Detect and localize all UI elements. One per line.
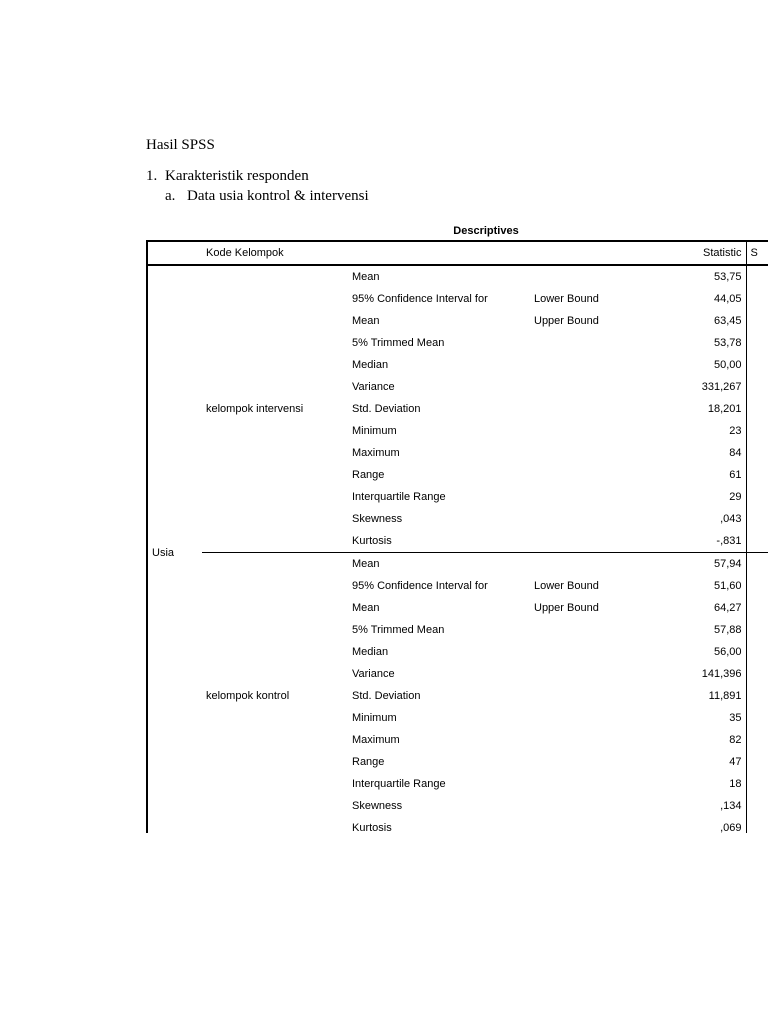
descriptives-table-container bbox=[146, 240, 768, 833]
stat-label: 5% Trimmed Mean bbox=[352, 337, 445, 349]
stat-value: 61 bbox=[670, 464, 746, 486]
group-label: kelompok intervensi bbox=[206, 403, 304, 415]
stat-value: 82 bbox=[670, 729, 746, 751]
std-error-cell bbox=[746, 685, 768, 707]
std-error-cell bbox=[746, 641, 768, 663]
stat-label: Minimum bbox=[352, 425, 397, 437]
stat-value: 51,60 bbox=[670, 575, 746, 597]
ci-label-line2: Mean bbox=[352, 315, 380, 327]
stat-label: Maximum bbox=[352, 734, 400, 746]
std-error-cell bbox=[746, 751, 768, 773]
stat-value: 23 bbox=[670, 420, 746, 442]
std-error-cell bbox=[746, 265, 768, 288]
ci-label bbox=[348, 575, 530, 619]
std-error-cell bbox=[746, 464, 768, 486]
ci-label-line1: 95% Confidence Interval for bbox=[352, 293, 488, 305]
bound-cell bbox=[530, 553, 670, 576]
stat-value: ,134 bbox=[670, 795, 746, 817]
group-label: kelompok kontrol bbox=[202, 553, 348, 834]
stat-label: Range bbox=[352, 469, 385, 481]
std-error-cell bbox=[746, 619, 768, 641]
page-title: Hasil SPSS bbox=[146, 137, 215, 153]
std-error-cell bbox=[746, 420, 768, 442]
stat-label: Kurtosis bbox=[352, 535, 392, 547]
stat-value: 56,00 bbox=[670, 641, 746, 663]
stat-value: 18,201 bbox=[670, 398, 746, 420]
header-statistic: Statistic bbox=[670, 241, 746, 265]
header-std-error: S bbox=[746, 241, 768, 265]
bound-cell bbox=[530, 795, 670, 817]
std-error-cell bbox=[746, 310, 768, 332]
upper-bound-label: Upper Bound bbox=[534, 602, 599, 614]
bound-cell bbox=[530, 486, 670, 508]
stat-value: 11,891 bbox=[670, 685, 746, 707]
stat-label: Variance bbox=[352, 668, 395, 680]
stat-value: 63,45 bbox=[670, 310, 746, 332]
bound-cell bbox=[530, 376, 670, 398]
std-error-cell bbox=[746, 398, 768, 420]
list-item-text: Karakteristik responden bbox=[165, 168, 309, 184]
std-error-cell bbox=[746, 508, 768, 530]
stat-value: -,831 bbox=[670, 530, 746, 553]
bound-cell bbox=[530, 751, 670, 773]
std-error-cell bbox=[746, 663, 768, 685]
bound-cell bbox=[530, 817, 670, 833]
bound-cell bbox=[530, 398, 670, 420]
stat-value: 53,78 bbox=[670, 332, 746, 354]
bound-cell bbox=[530, 354, 670, 376]
header-kode-kelompok: Kode Kelompok bbox=[202, 241, 348, 265]
std-error-cell bbox=[746, 486, 768, 508]
stat-value: 57,94 bbox=[670, 553, 746, 576]
ci-label bbox=[348, 288, 530, 332]
lower-bound-label: Lower Bound bbox=[534, 293, 599, 305]
std-error-cell bbox=[746, 773, 768, 795]
header-blank bbox=[147, 241, 202, 265]
std-error-cell bbox=[746, 376, 768, 398]
stat-label: Minimum bbox=[352, 712, 397, 724]
table-header-row bbox=[147, 241, 768, 265]
std-error-cell bbox=[746, 817, 768, 833]
bound-cell bbox=[530, 773, 670, 795]
sublist-letter: a. bbox=[165, 188, 176, 204]
stat-value: 18 bbox=[670, 773, 746, 795]
stat-label: 5% Trimmed Mean bbox=[352, 624, 445, 636]
list-item-karakteristik bbox=[146, 168, 309, 185]
stat-value: 84 bbox=[670, 442, 746, 464]
lower-bound-label: Lower Bound bbox=[534, 580, 599, 592]
stat-value: 331,267 bbox=[670, 376, 746, 398]
sublist-item-text: Data usia kontrol & intervensi bbox=[187, 188, 369, 204]
bound-cell bbox=[530, 265, 670, 288]
stat-value: ,069 bbox=[670, 817, 746, 833]
stat-value: 57,88 bbox=[670, 619, 746, 641]
bound-cell bbox=[530, 530, 670, 553]
std-error-cell bbox=[746, 729, 768, 751]
bound-cell bbox=[530, 508, 670, 530]
std-error-cell bbox=[746, 597, 768, 619]
stat-label: Maximum bbox=[352, 447, 400, 459]
stat-value: 35 bbox=[670, 707, 746, 729]
stat-label: Mean bbox=[348, 553, 530, 576]
bound-cell bbox=[530, 619, 670, 641]
upper-bound-label: Upper Bound bbox=[534, 315, 599, 327]
std-error-cell bbox=[746, 354, 768, 376]
stat-label: Range bbox=[352, 756, 385, 768]
stat-value: 141,396 bbox=[670, 663, 746, 685]
bound-cell bbox=[530, 464, 670, 486]
stat-value: 64,27 bbox=[670, 597, 746, 619]
stat-value: 29 bbox=[670, 486, 746, 508]
std-error-cell bbox=[746, 288, 768, 310]
table-row bbox=[147, 265, 768, 288]
stat-label: Variance bbox=[352, 381, 395, 393]
std-error-cell bbox=[746, 553, 768, 576]
bound-cell bbox=[530, 641, 670, 663]
bound-cell bbox=[530, 332, 670, 354]
stat-value: 53,75 bbox=[670, 265, 746, 288]
stat-label: Kurtosis bbox=[348, 817, 530, 833]
std-error-cell bbox=[746, 795, 768, 817]
std-error-cell bbox=[746, 575, 768, 597]
stat-value: 44,05 bbox=[670, 288, 746, 310]
std-error-cell bbox=[746, 707, 768, 729]
sublist-item-data-usia bbox=[165, 188, 369, 205]
table-title: Descriptives bbox=[453, 225, 519, 237]
stat-value: ,043 bbox=[670, 508, 746, 530]
stat-label: Interquartile Range bbox=[352, 778, 446, 790]
descriptives-table bbox=[146, 240, 768, 833]
stat-label: Skewness bbox=[352, 800, 403, 812]
stat-label: Std. Deviation bbox=[352, 690, 421, 702]
stat-value: 47 bbox=[670, 751, 746, 773]
bound-cell bbox=[530, 442, 670, 464]
stat-label: Std. Deviation bbox=[352, 403, 421, 415]
std-error-cell bbox=[746, 332, 768, 354]
bound-cell bbox=[530, 729, 670, 751]
bound-cell bbox=[530, 685, 670, 707]
stat-label: Median bbox=[352, 646, 389, 658]
ci-label-line1: 95% Confidence Interval for bbox=[352, 580, 488, 592]
stat-label: Skewness bbox=[352, 513, 403, 525]
stat-value: 50,00 bbox=[670, 354, 746, 376]
bound-cell bbox=[530, 420, 670, 442]
std-error-cell bbox=[746, 530, 768, 553]
table-row bbox=[147, 553, 768, 576]
std-error-cell bbox=[746, 442, 768, 464]
stat-label: Median bbox=[352, 359, 389, 371]
stat-label: Mean bbox=[352, 271, 380, 283]
stat-label: Interquartile Range bbox=[352, 491, 446, 503]
ci-label-line2: Mean bbox=[352, 602, 380, 614]
list-number: 1. bbox=[146, 168, 158, 184]
bound-cell bbox=[530, 663, 670, 685]
bound-cell bbox=[530, 707, 670, 729]
variable-label: Usia bbox=[147, 265, 202, 833]
